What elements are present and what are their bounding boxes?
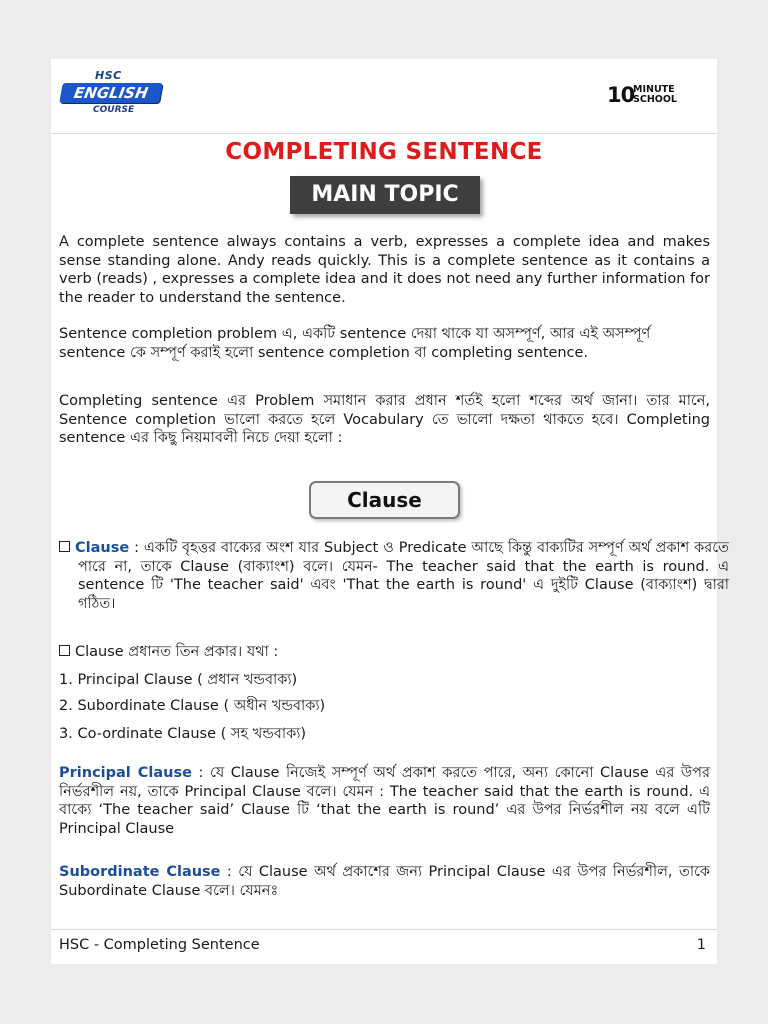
clause-types-intro-text: Clause প্রধানত তিন প্রকার। যথা : xyxy=(75,644,279,660)
logo-text-english: ENGLISH xyxy=(59,83,163,103)
intro-paragraph: A complete sentence always contains a verb, expresses a complete idea and makes sense standing alone. Andy reads quickly. This is a complete sentence as it contains a verb (reads) , expresses a complete idea and it does not need any further information for the reader to understand the sentence. xyxy=(59,234,710,306)
checkbox-bullet-icon xyxy=(59,645,70,656)
subordinate-clause-definition xyxy=(59,863,710,900)
clause-types-intro xyxy=(59,641,278,665)
logo-text-hsc: HSC xyxy=(95,69,122,82)
clause-type-principal: 1. Principal Clause ( প্রধান খন্ডবাক্য) xyxy=(59,672,298,688)
page-title: COMPLETING SENTENCE xyxy=(225,139,543,165)
clause-heading-box: Clause xyxy=(309,481,460,519)
clause-definition xyxy=(59,539,729,613)
ten-minute-school-logo xyxy=(607,83,697,111)
sentence-completion-paragraph: Sentence completion problem এ, একটি sentence দেয়া থাকে যা অসম্পূর্ণ, আর এই অসম্পূর্ণ sentence কে সম্পূর্ণ করাই হলো sentence completion বা completing sentence. xyxy=(59,326,651,361)
page-footer xyxy=(51,929,717,965)
page-header xyxy=(51,59,717,134)
logo-number: 10 xyxy=(607,83,635,107)
principal-clause-definition xyxy=(59,764,710,838)
logo-word-minute: MINUTE xyxy=(633,84,675,95)
principal-clause-text: : যে Clause নিজেই সম্পূর্ণ অর্থ প্রকাশ করতে পারে, অন্য কোনো Clause এর উপর নির্ভরশীল নয়, তাকে Principal Clause বলে। যেমন : The teacher said that the earth is round. এ বাক্যে ‘The teacher said’ Clause টি ‘that the earth is round’ এর উপর নির্ভরশীল নয় বলে এটি Principal Clause xyxy=(59,765,710,837)
clause-type-coordinate: 3. Co-ordinate Clause ( সহ খন্ডবাক্য) xyxy=(59,726,307,742)
vocabulary-paragraph: Completing sentence এর Problem সমাধান করার প্রধান শর্তই হলো শব্দের অর্থ জানা। তার মানে, Sentence completion ভালো করতে হলে Vocabulary তে ভালো দক্ষতা থাকতে হবে। Completing sentence এর কিছু নিয়মাবলী নিচে দেয়া হলো : xyxy=(59,393,710,446)
clause-term: Clause xyxy=(75,540,130,556)
hsc-english-course-logo xyxy=(61,69,166,119)
principal-clause-term: Principal Clause xyxy=(59,765,192,781)
main-topic-banner: MAIN TOPIC xyxy=(290,176,480,214)
clause-definition-text: : একটি বৃহত্তর বাক্যের অংশ যার Subject ও Predicate আছে কিন্তু বাক্যটির সম্পূর্ণ অর্থ প্রকাশ করতে পারে না, তাকে Clause (বাক্যাংশ) বলে। যেমন- The teacher said that the earth is round. এ sentence টি 'The teacher said' এবং 'That the earth is round' এ দুইটি Clause (বাক্যাংশ) দ্বারা গঠিত। xyxy=(78,540,729,612)
logo-word-school: SCHOOL xyxy=(633,94,677,105)
page-number: 1 xyxy=(696,937,706,953)
footer-text: HSC - Completing Sentence xyxy=(59,937,260,953)
checkbox-bullet-icon xyxy=(59,541,70,552)
subordinate-clause-text: : যে Clause অর্থ প্রকাশের জন্য Principal Clause এর উপর নির্ভরশীল, তাকে Subordinate Clause বলে। যেমনঃ xyxy=(59,864,710,899)
subordinate-clause-term: Subordinate Clause xyxy=(59,864,221,880)
clause-type-subordinate: 2. Subordinate Clause ( অধীন খন্ডবাক্য) xyxy=(59,698,326,714)
document-page xyxy=(51,59,729,964)
logo-text-course: COURSE xyxy=(93,105,135,115)
